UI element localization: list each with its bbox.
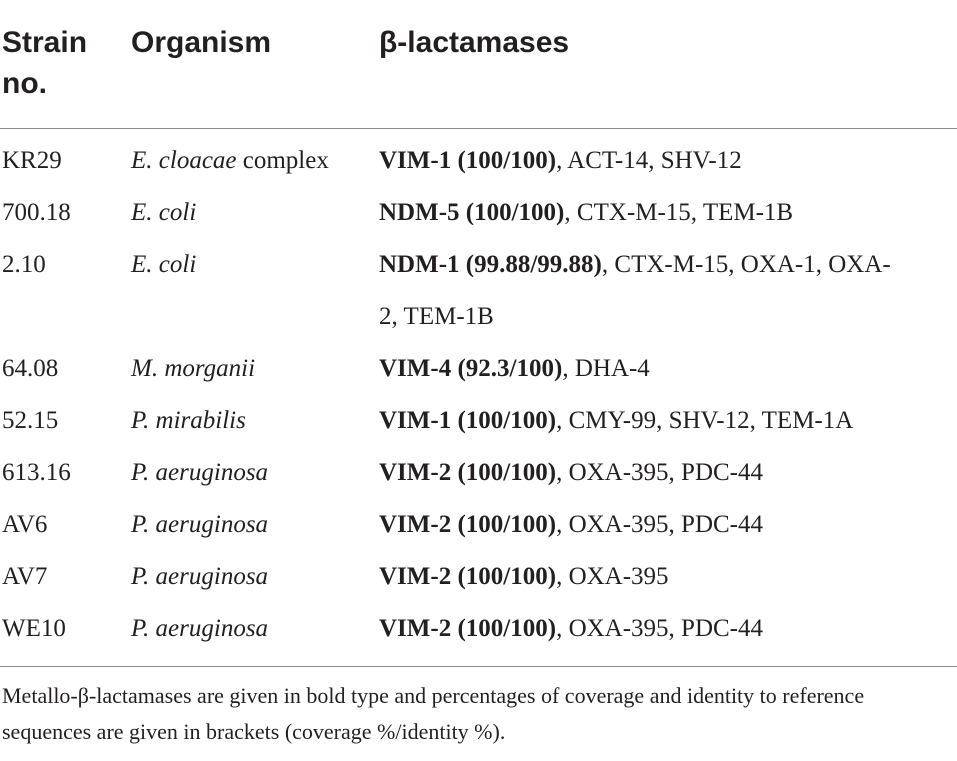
table-row (0, 499, 957, 551)
table-row (0, 135, 957, 187)
mbl-bold: VIM-1 (100/100) (379, 147, 557, 174)
cell-strain: 613.16 (2, 459, 71, 486)
table-row (0, 187, 957, 239)
cell-blactamases (379, 343, 939, 395)
organism-italic: P. aeruginosa (131, 511, 269, 538)
header-divider (0, 128, 957, 129)
table-row (0, 239, 957, 343)
organism-italic: E. coli (131, 251, 197, 278)
organism-italic: M. morganii (131, 355, 256, 382)
cell-strain: 64.08 (2, 355, 59, 382)
cell-organism (131, 239, 196, 291)
cell-organism (131, 395, 246, 447)
mbl-bold: NDM-5 (100/100) (379, 199, 565, 226)
mbl-bold: VIM-4 (92.3/100) (379, 355, 563, 382)
organism-italic: P. aeruginosa (131, 563, 269, 590)
mbl-bold: VIM-1 (100/100) (379, 407, 557, 434)
other-enzymes: , OXA-395, PDC-44 (556, 459, 764, 486)
cell-strain: 52.15 (2, 407, 59, 434)
cell-strain: AV6 (2, 511, 48, 538)
table-row (0, 395, 957, 447)
other-enzymes: , DHA-4 (562, 355, 650, 382)
other-enzymes: , OXA-395, PDC-44 (556, 511, 764, 538)
table-body (0, 135, 957, 655)
cell-organism (131, 343, 255, 395)
table-row (0, 603, 957, 655)
cell-organism (131, 447, 268, 499)
other-enzymes: , CTX-M-15, OXA-1, OXA-2, TEM-1B (379, 251, 891, 330)
footnote-divider (0, 666, 957, 667)
organism-italic: P. mirabilis (131, 407, 246, 434)
cell-blactamases (379, 135, 939, 187)
cell-blactamases (379, 447, 939, 499)
cell-strain: 700.18 (2, 199, 71, 226)
organism-italic: E. cloacae (131, 147, 237, 174)
mbl-bold: VIM-2 (100/100) (379, 511, 557, 538)
cell-strain: 2.10 (2, 251, 46, 278)
organism-italic: E. coli (131, 199, 197, 226)
other-enzymes: , ACT-14, SHV-12 (556, 147, 742, 174)
cell-blactamases (379, 395, 939, 447)
cell-organism (131, 187, 196, 239)
cell-blactamases (379, 551, 939, 603)
organism-italic: P. aeruginosa (131, 459, 269, 486)
cell-blactamases (379, 239, 899, 343)
table-header (0, 22, 957, 112)
header-organism: Organism (131, 26, 272, 59)
table-footnote: Metallo-β-lactamases are given in bold type and percentages of coverage and identity to reference sequences are given in brackets (coverage %/identity %). (2, 683, 865, 744)
cell-strain: AV7 (2, 563, 48, 590)
table-row (0, 447, 957, 499)
cell-strain: KR29 (2, 147, 62, 174)
table-row (0, 343, 957, 395)
cell-organism (131, 499, 268, 551)
other-enzymes: , OXA-395 (556, 563, 669, 590)
cell-organism (131, 135, 329, 187)
organism-rest: complex (236, 147, 329, 174)
organism-italic: P. aeruginosa (131, 615, 269, 642)
other-enzymes: , CMY-99, SHV-12, TEM-1A (556, 407, 854, 434)
cell-blactamases (379, 499, 939, 551)
cell-blactamases (379, 603, 939, 655)
mbl-bold: VIM-2 (100/100) (379, 459, 557, 486)
cell-organism (131, 603, 268, 655)
other-enzymes: , CTX-M-15, TEM-1B (564, 199, 794, 226)
table-row (0, 551, 957, 603)
mbl-bold: NDM-1 (99.88/99.88) (379, 251, 602, 278)
cell-organism (131, 551, 268, 603)
cell-blactamases (379, 187, 939, 239)
mbl-bold: VIM-2 (100/100) (379, 563, 557, 590)
mbl-bold: VIM-2 (100/100) (379, 615, 557, 642)
other-enzymes: , OXA-395, PDC-44 (556, 615, 764, 642)
header-strain: Strain no. (2, 26, 88, 100)
cell-strain: WE10 (2, 615, 66, 642)
header-blactamases: β-lactamases (379, 26, 570, 59)
